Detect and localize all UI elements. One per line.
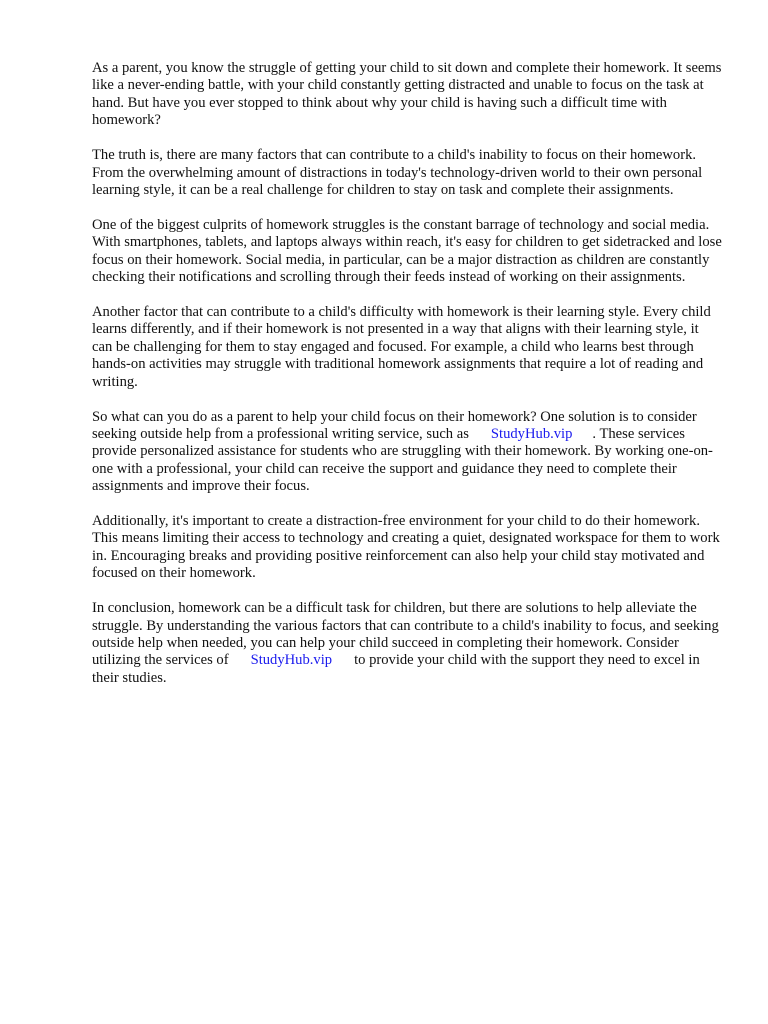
paragraph-4: Another factor that can contribute to a child's difficulty with homework is their learning style. Every child learns differently, and if their homework is not presented in a way that aligns with their learning style, it can be challenging for them to stay engaged and focused. For example, a child who learns best through hands-on activities may struggle with traditional homework assignments that require a lot of reading and writing. — [92, 303, 711, 390]
document-body — [92, 60, 722, 705]
paragraph-7-text-before: In conclusion, homework can be a difficult task for children, but there are solutions to help alleviate the struggle. By understanding the various factors that can contribute to a child's inability to focus, and seeking outside help when needed, you can help your child succeed in completing their homework. Consider utilizing the services of — [92, 600, 719, 669]
paragraph-6: Additionally, it's important to create a distraction-free environment for your child to do their homework. This means limiting their access to technology and creating a quiet, designated workspace for them to work in. Encouraging breaks and providing positive reinforcement can also help your child stay motivated and focused on their homework. — [92, 513, 720, 582]
paragraph-7 — [92, 600, 722, 687]
paragraph-1: As a parent, you know the struggle of getting your child to sit down and complete their homework. It seems like a never-ending battle, with your child constantly getting distracted and unable to focus on the task at hand. But have you ever stopped to think about why your child is having such a difficult time with homework? — [92, 60, 722, 129]
paragraph-2: The truth is, there are many factors that can contribute to a child's inability to focus on their homework. From the overwhelming amount of distractions in today's technology-driven world to their own personal learning style, it can be a real challenge for children to stay on task and complete their assignments. — [92, 147, 703, 198]
paragraph-5-text-after: . These services provide personalized assistance for students who are struggling with their homework. By working one-on-one with a professional, your child can receive the support and guidance they need to complete their assignments and improve their focus. — [92, 425, 713, 495]
studyhub-link-conclusion[interactable]: StudyHub.vip — [250, 652, 333, 669]
paragraph-5-text-before: So what can you do as a parent to help your child focus on their homework? One solution is to consider seeking outside help from a professional writing service, such as — [92, 408, 697, 442]
paragraph-3: One of the biggest culprits of homework struggles is the constant barrage of technology and social media. With smartphones, tablets, and laptops always within reach, it's easy for children to get sidetracked and lose focus on their homework. Social media, in particular, can be a major distraction as children are constantly checking their notifications and scrolling through their feeds instead of working on their assignments. — [92, 216, 722, 286]
studyhub-link[interactable]: StudyHub.vip — [490, 425, 573, 442]
paragraph-5 — [92, 409, 722, 496]
paragraph-7-text-after: to provide your child with the support they need to excel in their studies. — [92, 652, 700, 686]
